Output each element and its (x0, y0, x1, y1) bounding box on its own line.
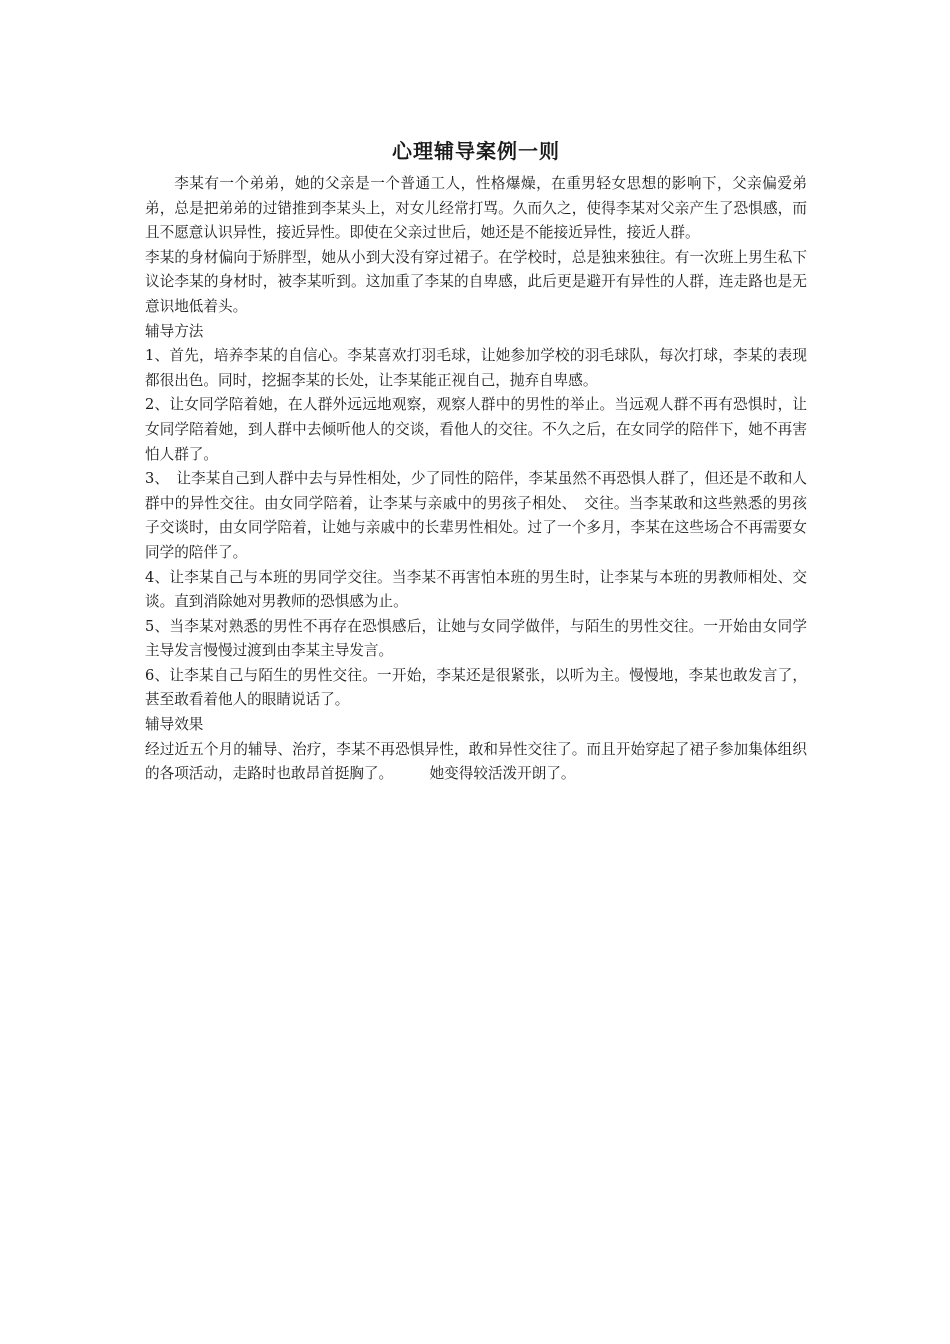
effect-heading: 辅导效果 (145, 716, 204, 734)
document-page (145, 136, 807, 787)
method-heading: 辅导方法 (145, 322, 204, 340)
document-title: 心理辅导案例一则 (392, 139, 560, 163)
method-item-2: 2、让女同学陪着她，在人群外远远地观察，观察人群中的男性的举止。当远观人群不再有恐惧时，让女同学陪着她，到人群中去倾听他人的交谈，看他人的交往。不久之后，在女同学的陪伴下，她不再害怕人群了。 (145, 396, 807, 463)
case-paragraph-2: 李某的身材偏向于矫胖型，她从小到大没有穿过裙子。在学校时，总是独来独往。有一次班上男生私下议论李某的身材时，被李某听到。这加重了李某的自卑感，此后更是避开有异性的人群，连走路也是无意识地低着头。 (145, 248, 807, 315)
method-item-1: 1、首先，培养李某的自信心。李某喜欢打羽毛球，让她参加学校的羽毛球队，每次打球，李某的表现都很出色。同时，挖掘李某的长处，让李某能正视自己，抛弃自卑感。 (145, 347, 807, 389)
method-item-4: 4、让李某自己与本班的男同学交往。当李某不再害怕本班的男生时，让李某与本班的男教师相处、交谈。直到消除她对男教师的恐惧感为止。 (145, 568, 807, 611)
method-item-3: 3、 让李某自己到人群中去与异性相处，少了同性的陪伴，李某虽然不再恐惧人群了，但还是不敢和人群中的异性交往。由女同学陪着，让李某与亲戚中的男孩子相处、 交往。当李某敢和这些熟悉的男孩子交谈时，由女同学陪着，让她与亲戚中的长辈男性相处。过了一个多月，李某在这些场合不再需要女同学的陪伴了。 (145, 470, 807, 561)
method-item-6: 6、让李某自己与陌生的男性交往。一开始，李某还是很紧张，以听为主。慢慢地，李某也敢发言了，甚至敢看着他人的眼睛说话了。 (145, 666, 807, 709)
method-item-5: 5、当李某对熟悉的男性不再存在恐惧感后，让她与女同学做伴，与陌生的男性交往。一开始由女同学主导发言慢慢过渡到由李某主导发言。 (145, 617, 807, 660)
case-paragraph-1: 李某有一个弟弟，她的父亲是一个普通工人，性格爆燥，在重男轻女思想的影响下，父亲偏爱弟弟，总是把弟弟的过错推到李某头上，对女儿经常打骂。久而久之，使得李某对父亲产生了恐惧感，而且不愿意认识异性，接近异性。即使在父亲过世后，她还是不能接近异性，接近人群。 (145, 175, 807, 242)
effect-paragraph: 经过近五个月的辅导、治疗，李某不再恐惧异性，敢和异性交往了。而且开始穿起了裙子参加集体组织的各项活动，走路时也敢昂首挺胸了。 她变得较活泼开朗了。 (145, 740, 807, 783)
